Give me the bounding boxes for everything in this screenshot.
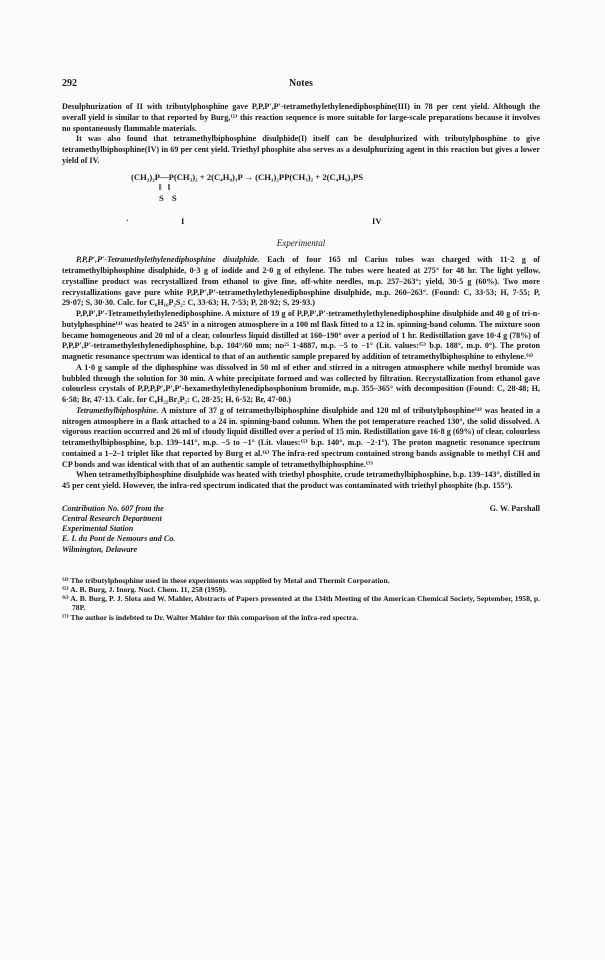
footnote: ⁽⁴⁾ The tributylphosphine used in these experiments was supplied by Metal and Thermit Corporation. <box>62 575 390 585</box>
intro-paragraph-2: It was also found that tetramethylbiphosphine disulphide(I) itself can be desulphurized with tributylphosphine to give tetramethylbiphosphine(IV) in 69 per cent yield. Triethyl phosphite also serves as a desulphurizing agent in this reaction but gives a lower yield of IV. <box>62 134 540 165</box>
experimental-paragraph-4 <box>62 406 540 471</box>
affiliation-line: Central Research Department <box>62 513 162 523</box>
compound-label-iv: IV <box>372 215 382 226</box>
page-number: 292 <box>62 78 77 89</box>
experimental-paragraph-1 <box>62 255 540 309</box>
affiliation-line: Wilmington, Delaware <box>62 544 138 554</box>
running-title: Notes <box>289 78 313 89</box>
paragraph-title: Tetramethylbiphosphine. <box>76 405 159 415</box>
paragraph-text: A mixture of 37 g of tetramethylbiphosphine disulphide and 120 ml of tributylphosphine⁽⁴⁾ was heated in a nitrogen atmosphere in a flask attached to a 24 in. spinning-band column. When the pot temperature reached 130°, the solid dissolved. A vigorous reaction occurred and 26 ml of cloudy liquid distilled over a period of 15 min. Redistillation gave 16·8 g (69%) of clear, colourless tetramethylbiphosphine, b.p. 139–141°, m.p. −5 to −1° (Lit. vlaues:⁽⁵⁾ b.p. 140°, m.p. −2·1°). The proton magnetic resonance spectrum contained a 1–2–1 triplet like that reported by Burg et al.⁽⁶⁾ The infra-red spectrum contained strong bands assignable to methyl CH and CP bonds and was identical with that of an authentic sample of tetramethylbiphosphine.⁽⁷⁾ <box>62 405 540 469</box>
section-heading: Experimental <box>276 237 326 248</box>
footnote: ⁽⁷⁾ The author is indebted to Dr. Walter Mahler for this comparison of the infra-red spectra. <box>62 612 358 622</box>
experimental-paragraph-5: When tetramethylbiphosphine disulphide was heated with triethyl phosphite, crude tetramethylbiphosphine, b.p. 139–143°, distilled in 45 per cent yield. However, the infra-red spectrum indicated that the product was contaminated with triethyl phosphite (b.p. 155°). <box>62 470 540 490</box>
compound-label-i: I <box>181 215 185 226</box>
intro-paragraph-1: Desulphurization of II with tributylphosphine gave P,P,P′,P′-tetramethylethylenediphosphine(III) in 78 per cent yield. Although the overall yield is similar to that reported by Burg,⁽⁵⁾ this reaction sequence is more suitable for large-scale preparations because it involves no spontaneously flammable materials. <box>62 102 540 133</box>
affiliation-line: E. I. du Pont de Nemours and Co. <box>62 534 176 544</box>
equation-double-bonds: ‖ ‖ <box>159 182 173 192</box>
signature-block <box>62 504 540 562</box>
paragraph-text: Each of four 165 ml Carius tubes was charged with 11·2 g of tetramethylbiphosphine disulphide, 0·3 g of iodide and 2·0 g of ethylene. The tubes were heated at 275° for 48 hr. The light yellow, crystalline product was recrystallized from ethanol to give fine, off-white needles, m.p. 257–263°; yield, 30·5 g (60%). Two more recrystallizations gave pure white P,P,P′,P′-tetramethylethylenediphosphine disulphide, m.p. 260–263°. (Found: C, 33·53; H, 7·55; P, 29·07; S, 30·30. Calc. for C₆H₁₆P₂S₂: C, 33·63; H, 7·53; P, 28·92; S, 29·93.) <box>62 255 541 308</box>
experimental-paragraph-2: P,P,P′,P′-Tetramethylethylenediphosphine. A mixture of 19 g of P,P,P′,P′-tetramethylethylenediphosphine disulphide and 40 g of tri-n-butylphosphine⁽⁴⁾ was heated to 245° in a nitrogen atmosphere in a 100 ml flask fitted to a 12 in. spinning-band column. The mixture soon became homogeneous and 20 ml of a clear, colourless liquid distilled at 160–190° over a period of 1 hr. Redistillation gave 10·4 g (78%) of P,P,P′,P′-tetramethylethylenediphosphine, b.p. 104°/60 mm; nᴅ²⁵ 1·4887, m.p. −5 to −1° (Lit. values:⁽⁵⁾ b.p. 188°, m.p. 0°). The proton magnetic resonance spectrum was identical to that of an authentic sample prepared by addition of tetramethylbiphosphine to ethylene.⁽⁶⁾ <box>62 309 540 361</box>
experimental-paragraph-3: A 1·0 g sample of the diphosphine was dissolved in 50 ml of ether and stirred in a nitrogen atmosphere while methyl bromide was bubbled through the solution for 30 min. A white precipitate formed and was collected by filtration. Recrystallization from ethanol gave colourless crystals of P,P,P,P′,P′,P′-hexamethylethylenediphosphonium bromide, m.p. 355–365° with decomposition (Found: C, 28·48; H, 6·58; Br, 47·13. Calc. for C₈H₂₂Br₂P₂: C, 28·25; H, 6·52; Br, 47·00.) <box>62 362 540 404</box>
footnotes <box>62 576 540 622</box>
equation-stray-dot: · <box>126 215 129 225</box>
paragraph-title: P,P,P′,P′-Tetramethylethylenediphosphine disulphide. <box>76 255 260 265</box>
article-body <box>62 102 540 622</box>
affiliation-line: Contribution No. 607 from the <box>62 503 164 513</box>
author-name: G. W. Parshall <box>489 503 540 513</box>
reaction-equation <box>62 170 540 232</box>
equation-sulphur-atoms: S S <box>159 192 180 203</box>
footnote: ⁽⁶⁾ A. B. Burg, P. J. Slota and W. Mahler, Abstracts of Papers presented at the 134th Meeting of the American Chemical Society, September, 1958, p. 78P. <box>62 594 540 613</box>
equation-line: (CH₃)₂P—P(CH₃)₂ + 2(C₄H₉)₃P → (CH₃)₂PP(CH₃)₂ + 2(C₄H₉)₃PS <box>131 171 364 182</box>
footnote: ⁽⁵⁾ A. B. Burg, J. Inorg. Nucl. Chem. 11, 258 (1959). <box>62 584 227 594</box>
affiliation-line: Experimental Station <box>62 524 134 534</box>
